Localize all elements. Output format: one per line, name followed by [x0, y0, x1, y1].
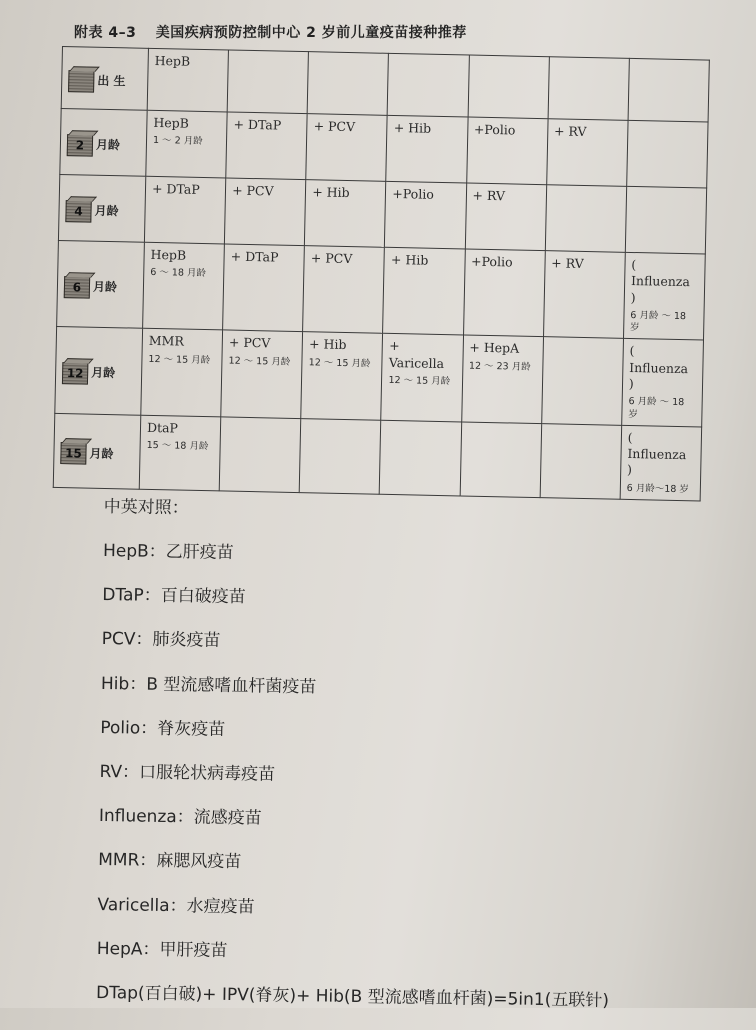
glossary-item: DTap(百白破)+ IPV(脊灰)+ Hib(B 型流感嗜血杆菌)=5in1(五联针) [95, 982, 610, 1011]
vaccine-name: + PCV [310, 250, 353, 267]
vaccine-cell [221, 330, 303, 418]
vaccine-age-note [235, 59, 302, 60]
age-label: 月龄 [92, 279, 118, 295]
vaccine-cell [466, 117, 548, 185]
vaccine-cell [227, 50, 308, 114]
vaccine-age-note: 6 ～ 18 月龄 [150, 267, 207, 280]
vaccine-name: + PCV [313, 118, 356, 135]
vaccine-age-note [634, 129, 701, 130]
vaccine-cell [465, 183, 547, 251]
vaccine-age-note [233, 137, 300, 138]
vaccine-cell [225, 178, 307, 246]
vaccine-age-note [312, 205, 379, 206]
age-label: 月龄 [95, 137, 121, 152]
vaccine-age-note [394, 140, 461, 141]
vaccine-name [550, 342, 617, 343]
vaccine-name: + Varicella [388, 338, 445, 371]
vaccine-cell [380, 420, 462, 496]
vaccine-age-note [313, 139, 380, 140]
age-cell [61, 47, 148, 111]
vaccine-name [395, 58, 462, 59]
vaccine-cell [545, 185, 627, 253]
age-box-icon [68, 70, 94, 93]
vaccine-name: + DTaP [151, 180, 200, 197]
age-box-icon: 2 [67, 134, 93, 157]
vaccine-age-note [636, 67, 703, 68]
age-label: 月龄 [89, 446, 114, 461]
vaccine-name: + DTaP [230, 248, 279, 265]
vaccine-name: MMR [148, 333, 185, 350]
vaccine-name [634, 125, 701, 126]
vaccine-name: + PCV [232, 182, 274, 199]
vaccine-age-note [474, 142, 541, 143]
age-cell [57, 240, 145, 328]
vaccine-name: + Hib [312, 184, 350, 201]
age-cell [53, 413, 141, 489]
caption-number: 附表 4–3 [74, 25, 137, 41]
vaccine-name [388, 425, 455, 426]
vaccine-name [468, 426, 535, 427]
vaccine-age-note [311, 271, 378, 272]
vaccine-cell [548, 57, 629, 121]
vaccine-name: + PCV [228, 335, 271, 351]
vaccine-age-note [391, 272, 458, 273]
vaccine-cell [546, 119, 628, 187]
vaccine-name: + RV [472, 187, 506, 204]
vaccine-age-note [554, 144, 621, 145]
vaccine-cell [388, 53, 469, 117]
vaccine-name: ( Influenza ) [626, 429, 687, 478]
vaccine-cell [463, 249, 545, 337]
vaccine-cell [540, 423, 622, 499]
age-label: 月龄 [94, 203, 119, 218]
vaccine-age-note [475, 64, 542, 65]
vaccine-name: HepB [153, 114, 190, 131]
glossary-item: Influenza：流感疫苗 [98, 806, 262, 829]
age-label: 出 生 [97, 73, 126, 89]
age-cell [58, 174, 145, 242]
age-cell [60, 108, 147, 176]
vaccine-age-note [231, 269, 298, 270]
vaccine-age-note [555, 65, 622, 66]
vaccine-name: + Hib [308, 336, 347, 353]
glossary-title: 中英对照： [103, 496, 189, 519]
vaccine-cell [386, 115, 468, 183]
vaccine-cell [307, 52, 388, 116]
vaccine-age-note [548, 432, 615, 433]
vaccine-cell [301, 332, 383, 420]
vaccine-cell [622, 339, 704, 427]
vaccine-name [315, 56, 382, 57]
vaccine-cell [620, 425, 702, 501]
vaccine-cell [223, 244, 305, 332]
vaccine-age-note [472, 208, 539, 209]
vaccine-name: + DTaP [233, 116, 282, 133]
vaccine-age-note: 15 ～ 18 月龄 [146, 439, 209, 453]
vaccine-cell [299, 418, 381, 494]
vaccine-age-note: 12 ～ 15 月龄 [308, 356, 371, 370]
vaccine-name [235, 55, 302, 56]
vaccine-cell [383, 247, 465, 335]
age-box-icon: 6 [64, 276, 90, 299]
vaccine-name: + RV [553, 123, 587, 140]
vaccine-age-note [154, 73, 221, 74]
vaccine-cell [226, 112, 308, 180]
glossary-item: DTaP：百白破疫苗 [102, 585, 246, 608]
vaccine-age-note [232, 203, 299, 204]
vaccine-age-note [152, 201, 219, 202]
vaccine-age-note [550, 346, 617, 347]
vaccine-cell [146, 110, 228, 178]
vaccine-cell [385, 181, 467, 249]
vaccine-cell [460, 422, 542, 498]
vaccine-age-note [395, 62, 462, 63]
glossary-item: MMR：麻腮风疫苗 [98, 850, 242, 873]
glossary-item: Hib：B 型流感嗜血杆菌疫苗 [100, 673, 317, 697]
vaccine-cell [468, 55, 549, 119]
age-cell [55, 327, 143, 415]
vaccine-age-note: 6 月龄 ～ 18 岁 [629, 309, 687, 334]
vaccine-cell [627, 120, 709, 188]
vaccine-cell [381, 334, 463, 422]
vaccine-name: DtaP [146, 419, 179, 436]
vaccine-age-note: 12 ～ 15 月龄 [228, 355, 291, 368]
age-box-icon: 12 [62, 362, 88, 385]
vaccine-age-note [387, 429, 454, 430]
vaccine-name: HepB [150, 246, 187, 263]
vaccine-age-note: 1 ～ 2 月龄 [152, 135, 203, 148]
age-label: 月龄 [91, 366, 116, 381]
vaccine-cell [303, 246, 385, 334]
vaccine-name [307, 423, 374, 424]
schedule-row [57, 240, 706, 340]
vaccine-cell [543, 251, 625, 339]
vaccine-name [475, 60, 542, 61]
vaccine-cell [147, 48, 228, 112]
glossary-item: HepB：乙肝疫苗 [102, 540, 234, 564]
vaccine-age-note [551, 276, 618, 277]
vaccine-cell [219, 417, 301, 493]
vaccine-age-note [315, 60, 382, 61]
vaccine-age-note [633, 195, 700, 196]
vaccine-name: + Hib [390, 251, 429, 268]
schedule-row [55, 327, 704, 427]
vaccine-age-note: 12 ～ 15 月龄 [148, 353, 211, 366]
vaccine-age-note [227, 425, 294, 426]
vaccine-age-note [468, 430, 535, 431]
vaccine-name: + RV [551, 255, 584, 271]
vaccine-cell [623, 252, 705, 340]
age-box-icon: 4 [65, 200, 91, 223]
vaccine-cell [141, 329, 223, 417]
vaccine-name: HepB [154, 52, 191, 69]
vaccine-age-note: 12 ～ 23 月龄 [468, 360, 531, 373]
vaccine-age-note: 6 月龄 ～ 18 岁 [628, 396, 685, 420]
vaccine-age-note: 6 月龄～18 岁 [626, 482, 689, 495]
vaccine-name [633, 191, 700, 192]
vaccine-cell [144, 176, 226, 244]
vaccine-name: ( Influenza ) [628, 343, 689, 391]
vaccine-name: +Polio [473, 121, 516, 138]
vaccine-age-note: 12 ～ 15 月龄 [388, 374, 451, 388]
vaccine-name: +Polio [470, 253, 513, 270]
vaccine-cell [628, 58, 709, 122]
vaccine-age-note [471, 274, 538, 275]
vaccine-cell [625, 186, 707, 254]
vaccine-age-note [553, 193, 620, 194]
vaccine-schedule-table [53, 46, 710, 501]
caption-title: 美国疾病预防控制中心 2 岁前儿童疫苗接种推荐 [155, 25, 467, 41]
glossary-item: RV：口服轮状病毒疫苗 [99, 761, 276, 785]
vaccine-cell [461, 335, 543, 423]
vaccine-name [636, 63, 703, 64]
glossary-item: HepA：甲肝疫苗 [96, 938, 228, 961]
vaccine-cell [306, 114, 388, 182]
schedule-row [53, 413, 701, 501]
vaccine-name: + HepA [469, 340, 520, 357]
vaccine-name: ( Influenza ) [630, 256, 691, 305]
vaccine-name: + Hib [393, 119, 432, 136]
glossary-item: PCV：肺炎疫苗 [101, 629, 221, 652]
vaccine-name [548, 428, 615, 429]
vaccine-age-note [392, 206, 459, 207]
vaccine-cell [143, 242, 225, 330]
vaccine-cell [139, 415, 221, 491]
vaccine-age-note [307, 427, 374, 428]
glossary [96, 492, 617, 1030]
vaccine-name: +Polio [392, 185, 434, 202]
table-caption [74, 22, 467, 42]
glossary-item: Varicella：水痘疫苗 [97, 894, 255, 917]
vaccine-name [227, 421, 294, 422]
age-box-icon: 15 [60, 442, 86, 465]
vaccine-name [555, 61, 622, 62]
vaccine-name [553, 189, 620, 190]
vaccine-cell [305, 180, 387, 248]
glossary-item: Polio：脊灰疫苗 [100, 717, 226, 740]
vaccine-cell [541, 337, 623, 425]
